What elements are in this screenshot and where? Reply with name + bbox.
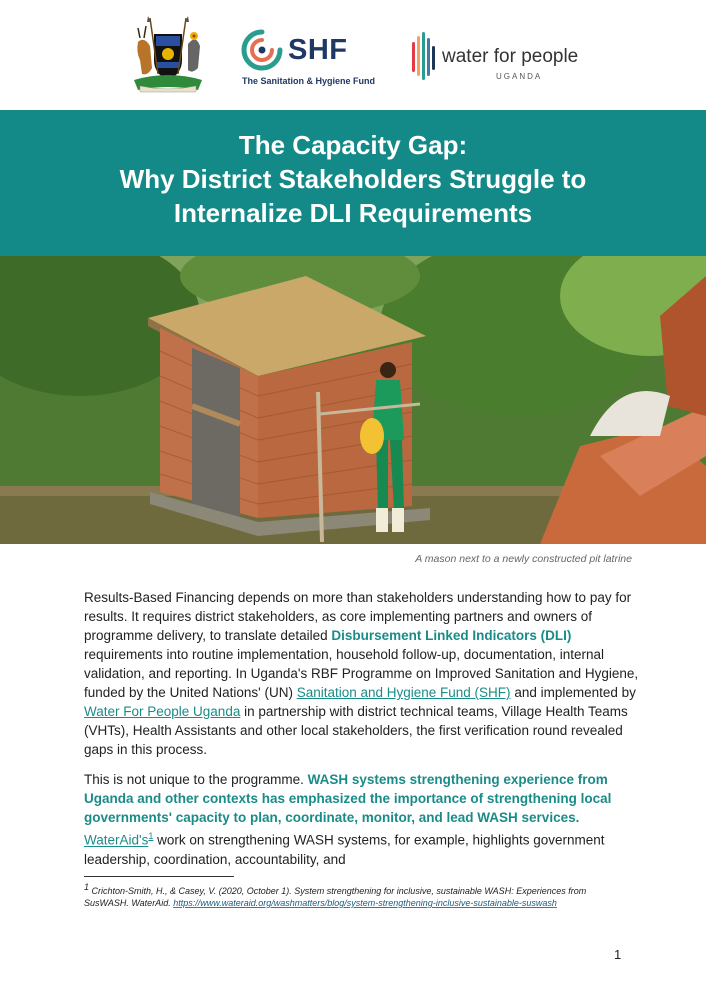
footnote-1	[84, 881, 624, 909]
shf-swirl-icon	[240, 28, 284, 72]
wash-systems-highlight: WASH systems strengthening experience from Uganda and other contexts has emphasized the importance of strengthening local governments' capacity to plan, coordinate, monitor, and lead WASH services.	[84, 772, 612, 825]
shf-tagline: The Sanitation & Hygiene Fund	[242, 76, 376, 86]
footnote-text: Crichton-Smith, H., & Casey, V. (2020, October 1). System strengthening for inclusive, sustainable WASH: Experiences from SusWASH. WaterAid.	[84, 886, 587, 908]
uganda-coat-of-arms-logo	[128, 14, 208, 98]
footnote-ref-1[interactable]: 1	[148, 831, 154, 841]
pit-latrine-photo	[0, 256, 706, 544]
shf-link[interactable]: Sanitation and Hygiene Fund (SHF)	[296, 685, 511, 700]
page-title	[0, 128, 706, 230]
footnote-divider	[84, 876, 234, 877]
dli-highlight: Disbursement Linked Indicators (DLI)	[331, 628, 572, 643]
shf-wordmark: SHF	[288, 34, 348, 66]
footnote-marker: 1	[84, 882, 90, 892]
paragraph-text: requirements into routine implementation, household follow-up, documentation, internal validation, and reporting. In Uganda's RBF Programme on Improved Sanitation and Hygiene, funded by the United Nations' (UN)	[84, 647, 639, 700]
wateraid-link[interactable]: WaterAid's	[84, 832, 149, 848]
title-line-2: Why District Stakeholders Struggle to	[119, 164, 587, 194]
wfp-country: UGANDA	[496, 72, 543, 81]
photo-caption: A mason next to a newly constructed pit latrine	[415, 553, 632, 565]
page-number: 1	[614, 947, 622, 962]
paragraph-text: in partnership with district technical teams, Village Health Teams (VHTs), Health Assistants and other local stakeholders, the first verification round revealed gaps in this process.	[84, 704, 628, 757]
paragraph-text: and implemented by	[510, 685, 636, 700]
water-for-people-uganda-link[interactable]: Water For People Uganda	[84, 704, 241, 719]
footnote-url-link[interactable]: https://www.wateraid.org/washmatters/blog/system-strengthening-inclusive-sustainable-suswash	[173, 898, 557, 908]
wfp-wordmark: water for people	[442, 46, 579, 67]
body-paragraph-2	[84, 770, 640, 869]
shf-logo	[240, 28, 380, 92]
paragraph-text: Results-Based Financing depends on more than stakeholders understanding how to pay for results. It requires district stakeholders, as core implementing partners and owners of programme delivery, to translate detailed	[84, 590, 632, 643]
title-line-1: The Capacity Gap:	[238, 130, 468, 160]
title-line-3: Internalize DLI Requirements	[173, 198, 533, 228]
paragraph-text: work on strengthening WASH systems, for example, highlights government leadership, coordination, accountability, and	[84, 832, 605, 867]
body-paragraph-1	[84, 588, 640, 759]
logo-bar	[0, 0, 706, 110]
paragraph-text: This is not unique to the programme.	[84, 772, 308, 787]
water-for-people-logo	[408, 32, 608, 86]
wfp-droplet-bars-icon	[410, 32, 436, 86]
